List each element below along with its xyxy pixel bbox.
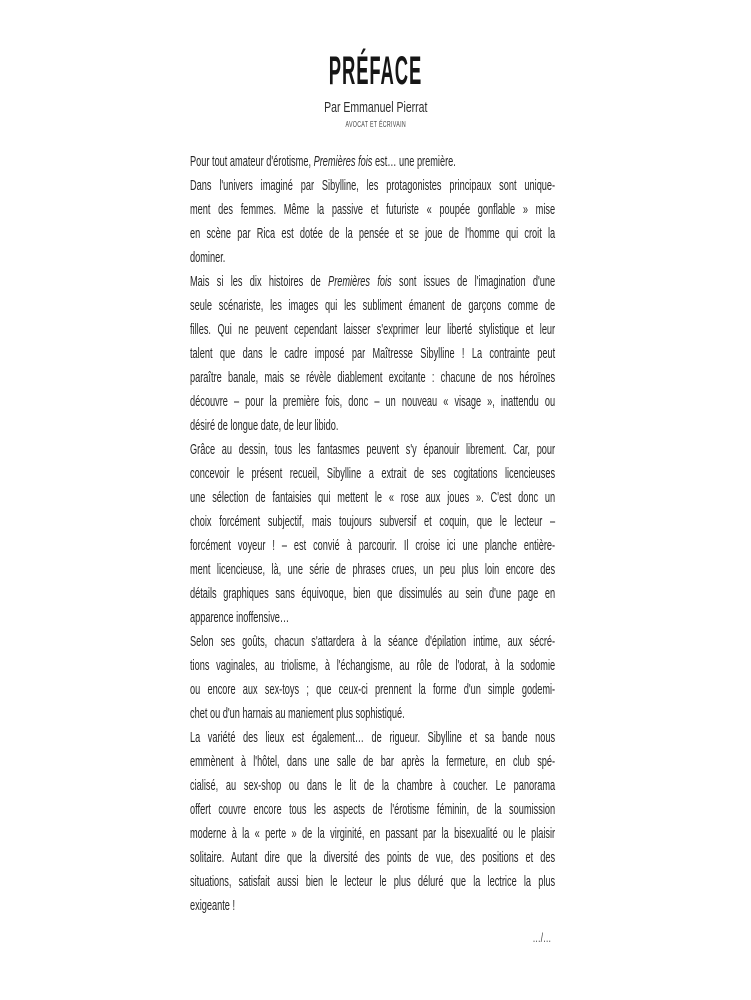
paragraph (190, 438, 555, 630)
body-line: forcément voyeur ! – est convié à parcourir. Il croise ici une planche entière- (190, 538, 556, 554)
body-line: seule scénariste, les images qui les subliment émanent de garçons comme de (190, 298, 556, 314)
body-line: offert couvre encore tous les aspects de l'érotisme féminin, de la soumission (190, 802, 556, 818)
body-line: désiré de longue date, de leur libido. (190, 418, 339, 434)
body-line: ou encore aux sex-toys ; que ceux-ci prennent la forme d'un simple godemi- (190, 682, 556, 698)
byline-role (0, 119, 751, 130)
body-line: tions vaginales, au triolisme, à l'échangisme, au rôle de l'odorat, à la sodomie (190, 658, 556, 674)
body-line: Grâce au dessin, tous les fantasmes peuvent s'y épanouir librement. Car, pour (190, 442, 556, 458)
byline-role-text: AVOCAT ET ÉCRIVAIN (345, 119, 406, 129)
page-title (0, 51, 751, 91)
body-line: Dans l'univers imaginé par Sibylline, les protagonistes principaux sont unique- (190, 178, 556, 194)
body-line: paraître banale, mais se révèle diablement excitante : chacune de nos héroïnes (190, 370, 556, 386)
body-line: choix forcément subjectif, mais toujours subversif et coquin, que le lecteur – (190, 514, 556, 530)
body-line: filles. Qui ne peuvent cependant laisser s'exprimer leur liberté stylistique et leur (190, 322, 556, 338)
body-line: emmènent à l'hôtel, dans une salle de bar après la fermeture, en club spé- (190, 754, 556, 770)
body-line: en scène par Rica est dotée de la pensée et se joue de l'homme qui croit la (190, 226, 556, 242)
body-line: dominer. (190, 250, 226, 266)
body-line: cialisé, au sex-shop ou dans le lit de la chambre à coucher. Le panorama (190, 778, 556, 794)
paragraph (190, 270, 555, 438)
body-line: Selon ses goûts, chacun s'attardera à la séance d'épilation intime, aux sécré- (190, 634, 556, 650)
continuation-mark-text: …/… (532, 930, 552, 945)
body-line: exigeante ! (190, 898, 236, 914)
body-line: situations, satisfait aussi bien le lecteur le plus déluré que la lectrice la plus (190, 874, 556, 890)
paragraph (190, 630, 555, 726)
body-line: concevoir le présent recueil, Sibylline a extrait de ses cogitations licencieuses (190, 466, 556, 482)
body-line: moderne à la « perte » de la virginité, en passant par la bisexualité ou le plaisir (190, 826, 556, 842)
byline (0, 99, 751, 117)
byline-text: Par Emmanuel Pierrat (323, 99, 428, 116)
body-line: talent que dans le cadre imposé par Maîtresse Sibylline ! La contrainte peut (190, 346, 556, 362)
body-line: apparence inoffensive… (190, 610, 290, 626)
body-line: La variété des lieux est également… de rigueur. Sibylline et sa bande nous (190, 730, 556, 746)
body-line: Pour tout amateur d'érotisme, Premières fois est… une première. (190, 154, 456, 170)
paragraph (190, 150, 555, 174)
paragraph (190, 174, 555, 270)
body-line: détails graphiques sans équivoque, bien que dissimulés au sein d'une page en (190, 586, 556, 602)
paragraph (190, 726, 555, 918)
page-title-text: PRÉFACE (328, 49, 423, 93)
body-line: Mais si les dix histoires de Premières fois sont issues de l'imagination d'une (190, 274, 556, 290)
body-line: découvre – pour la première fois, donc – un nouveau « visage », inattendu ou (190, 394, 556, 410)
body-line: ment licencieuse, là, une série de phrases crues, un peu plus loin encore des (190, 562, 556, 578)
body-text (190, 150, 555, 918)
body-line: chet ou d'un harnais au maniement plus sophistiqué. (190, 706, 405, 722)
continuation-mark (190, 928, 555, 948)
body-line: ment des femmes. Même la passive et futuriste « poupée gonflable » mise (190, 202, 556, 218)
body-line: une sélection de fantaisies qui mettent le « rose aux joues ». C'est donc un (190, 490, 556, 506)
body-line: solitaire. Autant dire que la diversité des points de vue, des positions et des (190, 850, 556, 866)
